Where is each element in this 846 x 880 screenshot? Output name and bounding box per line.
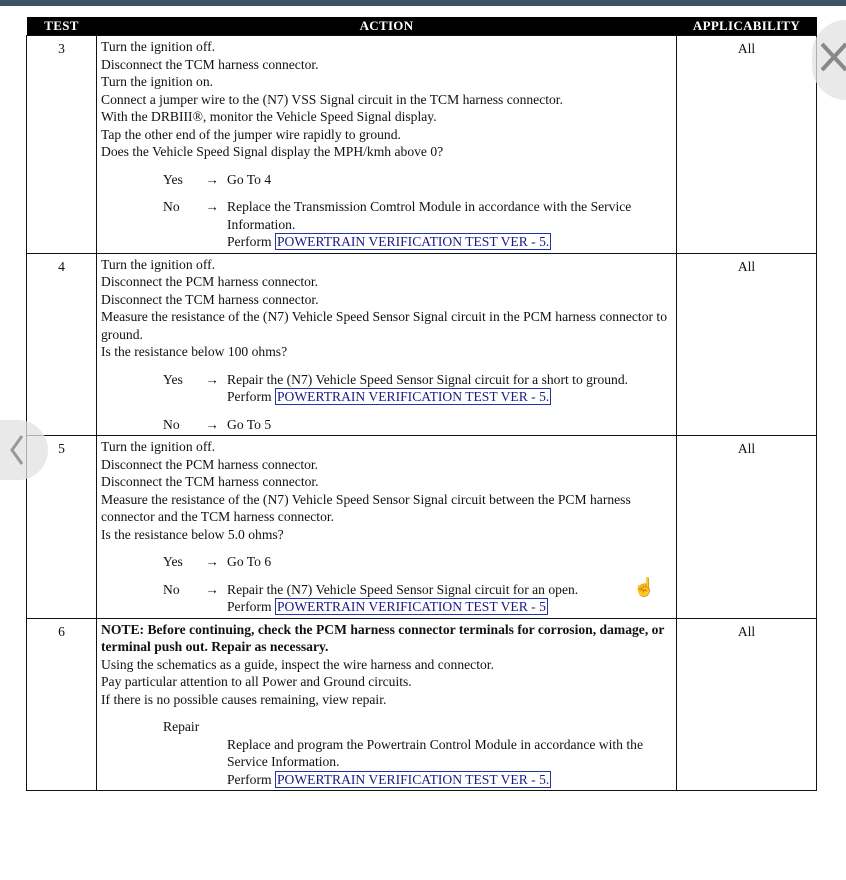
question: Does the Vehicle Speed Signal display the MPH/kmh above 0? bbox=[101, 144, 444, 159]
step: If there is no possible causes remaining, view repair. bbox=[101, 691, 387, 707]
question: Is the resistance below 5.0 ohms? bbox=[101, 526, 284, 542]
yes-result: Go To 6 bbox=[227, 554, 272, 569]
yes-result: Go To 4 bbox=[227, 171, 272, 187]
diagnostic-test-table bbox=[26, 17, 817, 791]
action-cell bbox=[97, 253, 677, 436]
step: Measure the resistance of the (N7) Vehicle Speed Sensor Signal circuit between the PCM harness connector and the TCM harness connector. bbox=[101, 491, 631, 524]
yes-label: Yes bbox=[163, 371, 183, 387]
test-number: 6 bbox=[27, 618, 97, 791]
step: Turn the ignition off. bbox=[101, 439, 216, 454]
applicability: All bbox=[677, 618, 817, 791]
step: Disconnect the TCM harness connector. bbox=[101, 474, 319, 489]
yes-label: Yes bbox=[163, 171, 183, 187]
note: NOTE: Before continuing, check the PCM harness connector terminals for corrosion, damage, or terminal push out. Repair as necessary. bbox=[101, 621, 665, 654]
step: With the DRBIII®, monitor the Vehicle Speed Signal display. bbox=[101, 109, 437, 124]
arrow-icon: → bbox=[205, 199, 219, 214]
header-applicability: APPLICABILITY bbox=[677, 17, 817, 36]
perform-label: Perform bbox=[227, 234, 272, 249]
verification-test-link[interactable]: POWERTRAIN VERIFICATION TEST VER - 5. bbox=[276, 389, 550, 404]
table-row-test-3 bbox=[27, 36, 817, 254]
yes-option bbox=[163, 171, 672, 189]
no-label: No bbox=[163, 581, 180, 597]
applicability: All bbox=[677, 36, 817, 254]
header-test: TEST bbox=[27, 17, 97, 36]
action-cell bbox=[97, 436, 677, 619]
step: Turn the ignition on. bbox=[101, 74, 214, 89]
action-cell bbox=[97, 618, 677, 791]
chevron-left-icon bbox=[8, 430, 38, 470]
test-number: 4 bbox=[27, 253, 97, 436]
no-label: No bbox=[163, 416, 180, 432]
perform-label: Perform bbox=[227, 389, 272, 404]
no-result: Replace the Transmission Comtrol Module in accordance with the Service Information. bbox=[227, 199, 632, 232]
arrow-icon: → bbox=[205, 554, 219, 569]
verification-test-link[interactable]: POWERTRAIN VERIFICATION TEST VER - 5 bbox=[276, 599, 546, 614]
perform-label: Perform bbox=[227, 771, 272, 787]
arrow-icon: → bbox=[205, 171, 219, 187]
step: Disconnect the PCM harness connector. bbox=[101, 274, 319, 289]
table-row-test-4 bbox=[27, 253, 817, 436]
step: Turn the ignition off. bbox=[101, 39, 216, 54]
no-result: Go To 5 bbox=[227, 416, 272, 432]
repair-label: Repair bbox=[163, 719, 200, 734]
arrow-icon: → bbox=[205, 371, 219, 387]
verification-test-link[interactable]: POWERTRAIN VERIFICATION TEST VER - 5. bbox=[276, 771, 550, 787]
applicability: All bbox=[677, 253, 817, 436]
arrow-icon: → bbox=[205, 581, 219, 597]
action-cell bbox=[97, 36, 677, 254]
window-top-bar bbox=[0, 0, 846, 6]
table-row-test-6 bbox=[27, 618, 817, 791]
yes-result: Repair the (N7) Vehicle Speed Sensor Signal circuit for a short to ground. bbox=[227, 371, 629, 387]
step: Measure the resistance of the (N7) Vehicle Speed Sensor Signal circuit in the PCM harness connector to ground. bbox=[101, 309, 668, 342]
step: Turn the ignition off. bbox=[101, 256, 216, 272]
hand-cursor-icon: ☝ bbox=[633, 577, 656, 598]
header-action: ACTION bbox=[97, 17, 677, 36]
step: Connect a jumper wire to the (N7) VSS Signal circuit in the TCM harness connector. bbox=[101, 91, 563, 107]
test-number: 5 bbox=[27, 436, 97, 619]
yes-option bbox=[163, 553, 672, 571]
question: Is the resistance below 100 ohms? bbox=[101, 344, 288, 359]
no-label: No bbox=[163, 199, 180, 214]
step: Disconnect the TCM harness connector. bbox=[101, 291, 319, 307]
repair-section bbox=[163, 718, 672, 788]
no-option bbox=[163, 416, 672, 434]
close-button[interactable] bbox=[812, 20, 846, 100]
arrow-icon: → bbox=[205, 416, 219, 432]
verification-test-link[interactable]: POWERTRAIN VERIFICATION TEST VER - 5. bbox=[276, 234, 550, 249]
no-option bbox=[163, 581, 672, 616]
step: Disconnect the TCM harness connector. bbox=[101, 56, 319, 72]
no-result: Repair the (N7) Vehicle Speed Sensor Signal circuit for an open. bbox=[227, 581, 579, 597]
repair-text: Replace and program the Powertrain Control Module in accordance with the Service Information. bbox=[227, 736, 643, 769]
step: Disconnect the PCM harness connector. bbox=[101, 456, 319, 472]
test-number: 3 bbox=[27, 36, 97, 254]
perform-label: Perform bbox=[227, 599, 272, 614]
step: Pay particular attention to all Power and Ground circuits. bbox=[101, 674, 412, 689]
yes-option bbox=[163, 371, 672, 406]
applicability: All bbox=[677, 436, 817, 619]
yes-label: Yes bbox=[163, 554, 183, 569]
step: Tap the other end of the jumper wire rapidly to ground. bbox=[101, 126, 401, 142]
table-row-test-5 bbox=[27, 436, 817, 619]
no-option bbox=[163, 198, 672, 251]
step: Using the schematics as a guide, inspect the wire harness and connector. bbox=[101, 656, 494, 672]
close-icon bbox=[818, 40, 846, 80]
